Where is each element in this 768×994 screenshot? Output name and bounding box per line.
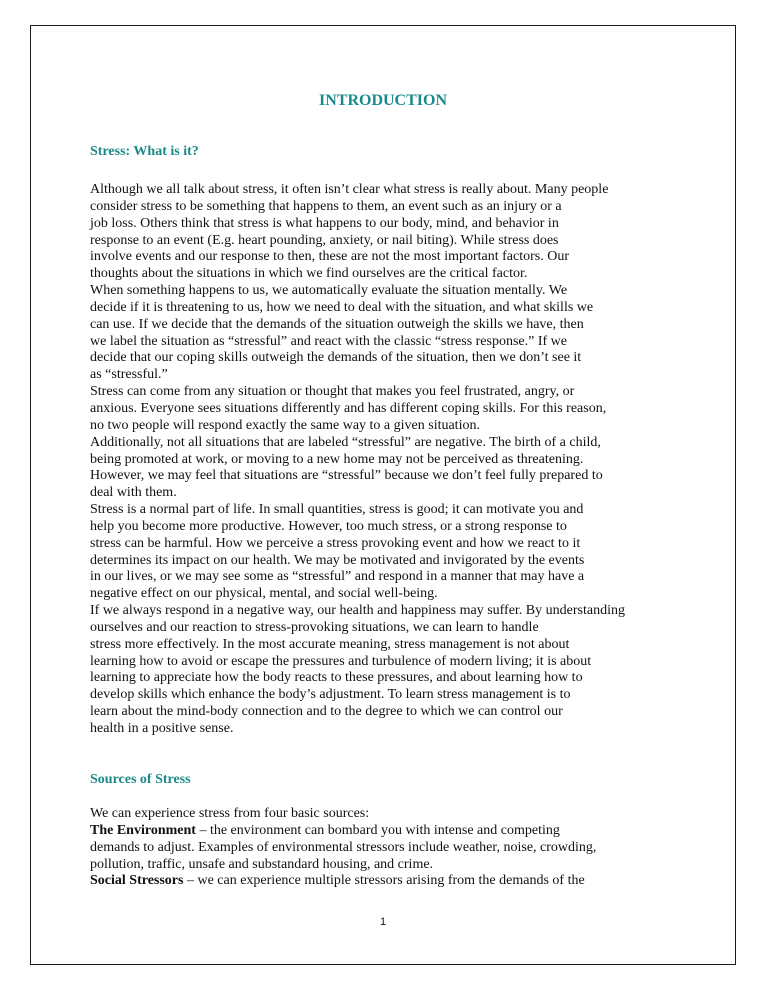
social-stressors-label: Social Stressors <box>90 873 184 889</box>
body-line: demands to adjust. Examples of environmental stressors include weather, noise, crowding, <box>90 839 597 855</box>
body-line: as “stressful.” <box>90 367 168 383</box>
body-line: pollution, traffic, unsafe and substandard housing, and crime. <box>90 856 434 872</box>
body-line: learn about the mind-body connection and to the degree to which we can control our <box>90 704 563 720</box>
body-line: in our lives, or we may see some as “stressful” and respond in a manner that may have a <box>90 569 585 585</box>
body-line: Stress is a normal part of life. In small quantities, stress is good; it can motivate you and <box>90 502 584 518</box>
body-line: Although we all talk about stress, it often isn’t clear what stress is really about. Many people <box>90 182 609 197</box>
body-line: thoughts about the situations in which we find ourselves are the critical factor. <box>90 266 528 282</box>
body-line: can use. If we decide that the demands of the situation outweigh the skills we have, then <box>90 316 584 332</box>
environment-line <box>90 823 596 840</box>
body-line: stress can be harmful. How we perceive a stress provoking event and how we react to it <box>90 535 581 551</box>
body-line: we label the situation as “stressful” and react with the classic “stress response.” If we <box>90 333 567 349</box>
body-line: health in a positive sense. <box>90 721 234 736</box>
body-line: determines its impact on our health. We may be motivated and invigorated by the events <box>90 552 585 568</box>
body-line: Additionally, not all situations that are labeled “stressful” are negative. The birth of a child, <box>90 434 601 450</box>
section-body-sources-of-stress <box>90 806 596 890</box>
body-line: We can experience stress from four basic sources: <box>90 806 370 821</box>
body-line: consider stress to be something that happens to them, an event such as an injury or a <box>90 198 562 214</box>
body-line: stress more effectively. In the most accurate meaning, stress management is not about <box>90 636 570 652</box>
body-line: deal with them. <box>90 485 177 501</box>
body-line: decide that our coping skills outweigh the demands of the situation, then we don’t see it <box>90 350 582 366</box>
body-line: develop skills which enhance the body’s adjustment. To learn stress management is to <box>90 687 571 703</box>
body-line: When something happens to us, we automatically evaluate the situation mentally. We <box>90 283 568 299</box>
section-body-what-is-stress <box>90 182 625 738</box>
body-line: help you become more productive. However, too much stress, or a strong response to <box>90 518 567 534</box>
body-line: response to an event (E.g. heart pounding, anxiety, or nail biting). While stress does <box>90 232 559 248</box>
body-line: no two people will respond exactly the same way to a given situation. <box>90 417 480 433</box>
document-title: INTRODUCTION <box>318 92 447 109</box>
body-line: learning how to avoid or escape the pressures and turbulence of modern living; it is about <box>90 653 592 669</box>
body-line: decide if it is threatening to us, how we need to deal with the situation, and what skills we <box>90 299 594 315</box>
body-line: negative effect on our physical, mental, and social well-being. <box>90 586 438 602</box>
body-line: being promoted at work, or moving to a new home may not be perceived as threatening. <box>90 451 584 467</box>
body-line: anxious. Everyone sees situations differently and has different coping skills. For this reason, <box>90 400 607 416</box>
body-line: Stress can come from any situation or thought that makes you feel frustrated, angry, or <box>90 384 575 400</box>
environment-text: – the environment can bombard you with intense and competing <box>195 822 560 838</box>
social-stressors-text: – we can experience multiple stressors arising from the demands of the <box>183 873 585 889</box>
section-heading-what-is-stress: Stress: What is it? <box>90 144 199 159</box>
body-line: involve events and our response to then, these are not the most important factors. Our <box>90 249 569 265</box>
body-line: job loss. Others think that stress is what happens to our body, mind, and behavior in <box>90 215 559 231</box>
social-stressors-line <box>90 873 596 890</box>
body-line: ourselves and our reaction to stress-provoking situations, we can learn to handle <box>90 619 539 635</box>
page-number: 1 <box>379 916 387 928</box>
body-line: However, we may feel that situations are “stressful” because we don’t feel fully prepared to <box>90 468 603 484</box>
body-line: learning to appreciate how the body reacts to these pressures, and about learning how to <box>90 670 583 686</box>
environment-label: The Environment <box>90 822 196 838</box>
body-line: If we always respond in a negative way, our health and happiness may suffer. By understanding <box>90 603 625 619</box>
section-heading-sources-of-stress: Sources of Stress <box>90 772 191 787</box>
